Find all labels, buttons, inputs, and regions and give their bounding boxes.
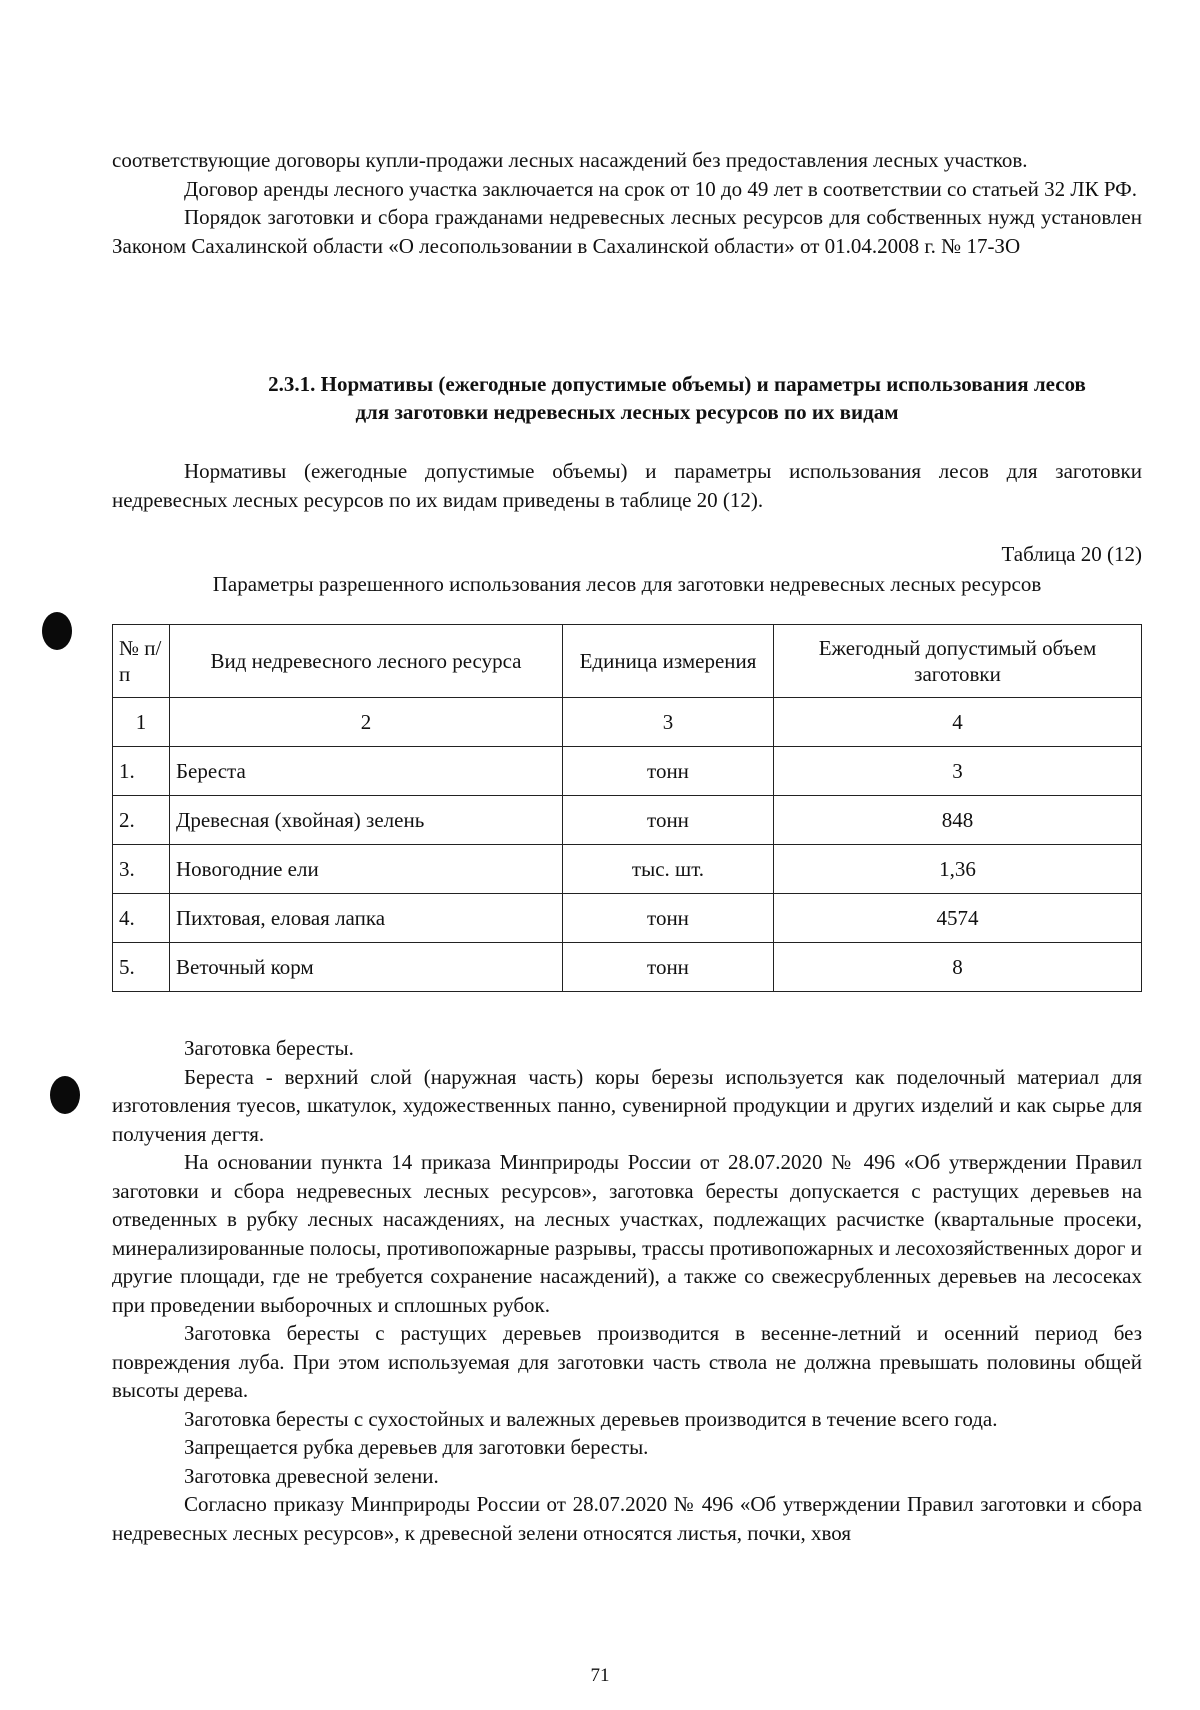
table-row [113,747,1142,796]
table-row [113,796,1142,845]
column-number: 3 [563,698,774,747]
body-paragraph: Согласно приказу Минприроды России от 28.07.2020 № 496 «Об утверждении Правил заготовки и сбора недревесных лесных ресурсов», к древесной зелени относятся листья, почки, хвоя [112,1492,1142,1545]
row-unit: тонн [563,894,774,943]
row-unit: тонн [563,943,774,992]
intro-paragraph: Договор аренды лесного участка заключается на срок от 10 до 49 лет в соответствии со статьей 32 ЛК РФ. [184,176,1138,201]
row-volume: 8 [774,943,1142,992]
intro-paragraph: Порядок заготовки и сбора гражданами недревесных лесных ресурсов для собственных нужд установлен Законом Сахалинской области «О лесопользовании в Сахалинской области» от 01.04.2008 г. № 17-ЗО [112,205,1142,258]
row-resource: Древесная (хвойная) зелень [170,796,563,845]
row-number: 5. [113,943,170,992]
table-row [113,845,1142,894]
table-label: Таблица 20 (12) [1001,542,1142,566]
row-resource: Береста [170,747,563,796]
table-row [113,943,1142,992]
header-volume: Ежегодный допустимый объем заготовки [774,625,1142,698]
table-caption: Параметры разрешенного использования лесов для заготовки недревесных лесных ресурсов [212,572,1042,596]
row-resource: Веточный корм [170,943,563,992]
section-intro-text [112,457,1142,514]
section-heading-line: для заготовки недревесных лесных ресурсов по их видам [355,400,899,424]
column-number: 4 [774,698,1142,747]
body-paragraph: Заготовка древесной зелени. [184,1463,439,1488]
row-volume: 4574 [774,894,1142,943]
intro-paragraph: соответствующие договоры купли-продажи лесных насаждений без предоставления лесных участков. [112,148,1028,172]
body-paragraph: Запрещается рубка деревьев для заготовки бересты. [184,1435,649,1459]
row-volume: 1,36 [774,845,1142,894]
row-number: 3. [113,845,170,894]
body-paragraph: На основании пункта 14 приказа Минприроды России от 28.07.2020 № 496 «Об утверждении Правил заготовки и сбора недревесных лесных ресурсов», заготовка бересты допускается с растущих деревьев на отведенных в рубку лесных насаждениях, на лесных участках, подлежащих расчистке (квартальные просеки, минерализированные полосы, противопожарные разрывы, трассы противопожарных и лесохозяйственных дорог и другие площади, где не требуется сохранение насаждений), а также со свежесрубленных деревьев на лесосеках при проведении выборочных и сплошных рубок. [112,1150,1142,1317]
row-number: 4. [113,894,170,943]
page-number: 71 [590,1665,610,1686]
punch-hole-icon [50,1076,80,1114]
header-unit: Единица измерения [563,625,774,698]
table-header-row [113,625,1142,698]
row-unit: тонн [563,796,774,845]
row-number: 2. [113,796,170,845]
header-resource: Вид недревесного лесного ресурса [170,625,563,698]
body-paragraph: Береста - верхний слой (наружная часть) коры березы используется как поделочный материал для изготовления туесов, шкатулок, художественных панно, сувенирной продукции и других изделий и как сырье для получения дегтя. [112,1064,1142,1146]
row-unit: тыс. шт. [563,845,774,894]
column-number: 1 [113,698,170,747]
body-paragraph: Заготовка бересты с растущих деревьев производится в весенне-летний и осенний период без повреждения луба. При этом используемая для заготовки часть ствола не должна превышать половины общей высоты дерева. [112,1321,1142,1402]
row-volume: 3 [774,747,1142,796]
column-number: 2 [170,698,563,747]
section-intro: Нормативы (ежегодные допустимые объемы) и параметры использования лесов для заготовки недревесных лесных ресурсов по их видам приведены в таблице 20 (12). [112,459,1142,512]
header-number: № п/п [113,625,170,698]
section-heading-line: 2.3.1. Нормативы (ежегодные допустимые объемы) и параметры использования лесов [268,372,1086,396]
table-row [113,894,1142,943]
row-resource: Новогодние ели [170,845,563,894]
row-number: 1. [113,747,170,796]
row-volume: 848 [774,796,1142,845]
punch-hole-icon [42,612,72,650]
column-number-row [113,698,1142,747]
row-resource: Пихтовая, еловая лапка [170,894,563,943]
resource-table [112,624,1142,992]
body-text [112,1034,1142,1547]
row-unit: тонн [563,747,774,796]
intro-text [112,146,1142,260]
body-paragraph: Заготовка бересты. [184,1036,354,1060]
section-heading [112,370,1142,426]
body-paragraph: Заготовка бересты с сухостойных и валежных деревьев производится в течение всего года. [184,1406,998,1431]
